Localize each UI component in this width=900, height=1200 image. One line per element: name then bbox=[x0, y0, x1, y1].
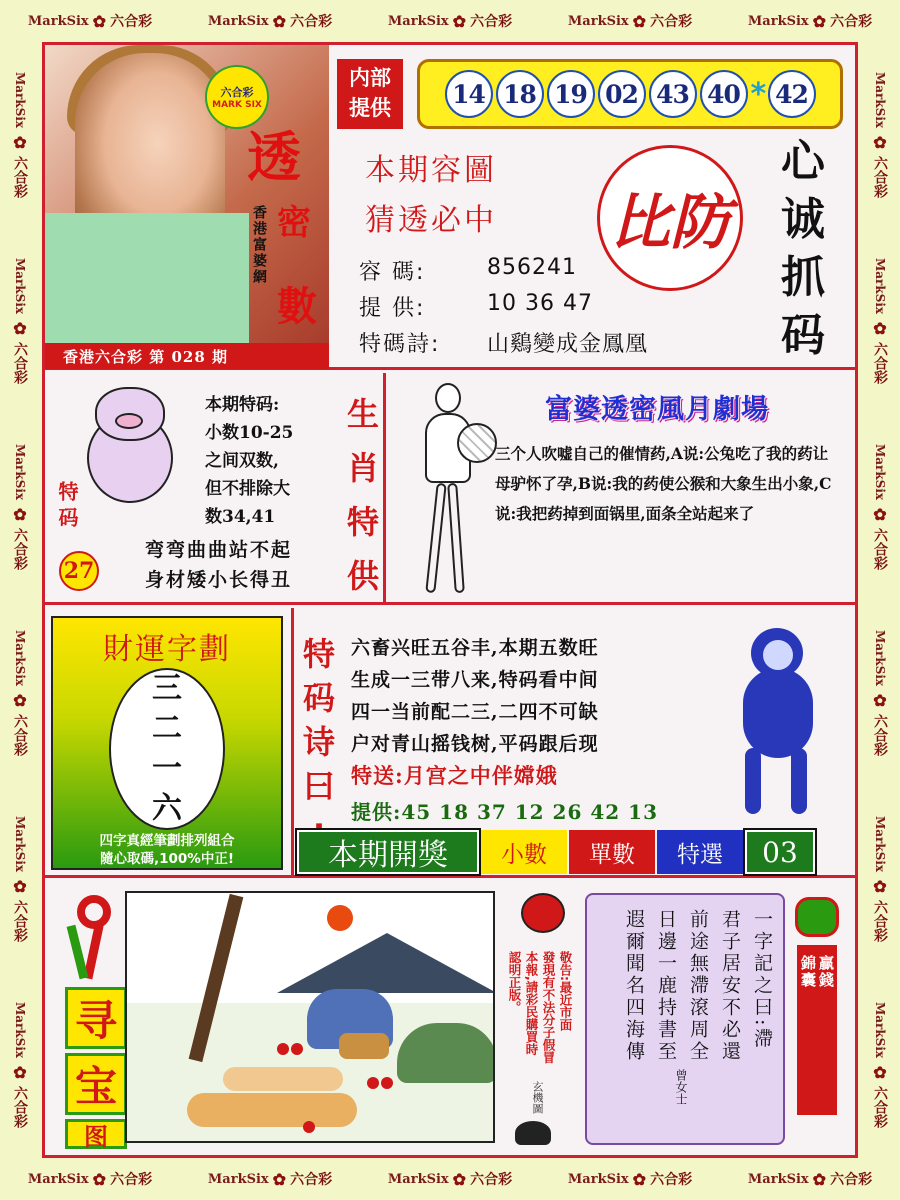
logo-cn: 六合彩 bbox=[220, 86, 254, 99]
caiyun-char: 二 bbox=[152, 711, 182, 746]
header-section bbox=[45, 45, 855, 370]
tigong-row bbox=[359, 291, 593, 322]
flower-icon: ✿ bbox=[870, 1062, 890, 1082]
warning-notice bbox=[507, 951, 573, 1091]
apple bbox=[303, 1121, 315, 1133]
flower-icon: ✿ bbox=[870, 876, 890, 896]
beach-ball bbox=[457, 423, 497, 463]
title-char: 码 bbox=[302, 679, 335, 717]
special-number-ball: 42 bbox=[768, 70, 816, 118]
strip-brand: MarkSix ✿ 六合彩 bbox=[870, 630, 890, 756]
text-line: 之间双数, bbox=[205, 451, 279, 471]
draw-result-title: 本期開獎 bbox=[297, 830, 479, 874]
side-char: 抓 bbox=[781, 252, 825, 303]
poem-row bbox=[359, 327, 648, 358]
side-char: 诚 bbox=[781, 194, 825, 245]
flower-icon: ✿ bbox=[272, 1169, 287, 1189]
warning-col: 發現有不法分子假冒 bbox=[541, 951, 556, 1064]
shengxiao-section bbox=[45, 373, 855, 605]
caitu-subtitle: 猜透必中 bbox=[365, 203, 497, 238]
note-line: 隨心取碼,100%中正! bbox=[100, 851, 234, 867]
number-ball: 43 bbox=[649, 70, 697, 118]
number-ball: 40 bbox=[700, 70, 748, 118]
title-char: 肖 bbox=[346, 449, 379, 487]
lady-illustration bbox=[395, 383, 505, 601]
title-char: 生 bbox=[346, 395, 379, 433]
shengxiao-text bbox=[205, 391, 335, 531]
apple bbox=[291, 1043, 303, 1055]
warning-col: 本報,請彩民購買時 bbox=[524, 951, 539, 1056]
shengxiao-poem bbox=[145, 535, 375, 595]
flower-icon: ✿ bbox=[10, 1062, 30, 1082]
monkey-leg bbox=[745, 748, 761, 814]
top-border-strip bbox=[0, 0, 900, 42]
vertical-site-name: 香港富婆網 bbox=[251, 205, 267, 285]
caiyun-char: 三 bbox=[152, 671, 182, 706]
poem-line: 四一当前配二三,二四不可缺 bbox=[351, 701, 599, 723]
section-divider bbox=[291, 608, 294, 878]
tesong-line: 特送:月宫之中伴嫦娥 bbox=[351, 763, 558, 788]
strip-brand: MarkSix ✿ 六合彩 bbox=[207, 11, 333, 31]
monkey-body bbox=[743, 668, 813, 758]
temashi-poem bbox=[351, 632, 731, 760]
issue-bar: 香港六合彩 第 028 期 bbox=[45, 343, 329, 369]
draw-result-bar bbox=[297, 830, 837, 874]
flower-icon: ✿ bbox=[92, 11, 107, 31]
sun bbox=[327, 905, 353, 931]
rock bbox=[397, 1023, 495, 1083]
title-char: 特 bbox=[346, 503, 379, 541]
path bbox=[223, 1067, 343, 1091]
red-seal: 比防 bbox=[597, 145, 743, 291]
temashi-vertical-title bbox=[299, 632, 339, 852]
poem-line: 六畜兴旺五谷丰,本期五数旺 bbox=[351, 637, 599, 659]
pig-illustration bbox=[81, 387, 185, 505]
strip-brand: MarkSix ✿ 六合彩 bbox=[10, 816, 30, 942]
xunbao-char: 宝 bbox=[65, 1053, 127, 1115]
tigong-text: 提供 bbox=[349, 95, 391, 120]
key-icon bbox=[65, 895, 125, 979]
draw-result-number: 03 bbox=[745, 830, 815, 874]
caiyun-title: 財運字劃 bbox=[103, 632, 231, 667]
text-line: 但不排除大 bbox=[205, 479, 290, 499]
tigong-numbers: 提供:45 18 37 12 26 42 13 bbox=[351, 800, 658, 824]
title-shu: 數 bbox=[277, 283, 317, 330]
poem-label: 特碼詩: bbox=[359, 332, 441, 357]
title-mi: 密 bbox=[277, 203, 311, 243]
apple bbox=[367, 1077, 379, 1089]
caiyun-section bbox=[45, 608, 855, 878]
flower-icon: ✿ bbox=[812, 1169, 827, 1189]
monkey-leg bbox=[791, 748, 807, 814]
scroll-col: 日邊一鹿持書至 bbox=[655, 909, 677, 1063]
blank-green-block bbox=[45, 213, 249, 343]
monkey-illustration bbox=[725, 628, 835, 818]
title-tou: 透 bbox=[247, 125, 301, 189]
warning-col: 認明正版。 bbox=[507, 951, 522, 1014]
number-ball: 02 bbox=[598, 70, 646, 118]
apple bbox=[381, 1077, 393, 1089]
money-bag-icon bbox=[795, 897, 839, 937]
left-border-strip bbox=[0, 42, 40, 1158]
pig-snout bbox=[115, 413, 143, 429]
strip-brand: MarkSix ✿ 六合彩 bbox=[870, 1002, 890, 1128]
strip-brand: MarkSix ✿ 六合彩 bbox=[870, 258, 890, 384]
scroll-col: 前途無滯滾周全 bbox=[687, 909, 709, 1063]
xunbao-char: 寻 bbox=[65, 987, 127, 1049]
strip-brand: MarkSix ✿ 六合彩 bbox=[27, 11, 153, 31]
odd-number-tag: 單數 bbox=[569, 830, 655, 874]
poem-value: 山鷄變成金鳳凰 bbox=[487, 332, 649, 357]
side-char: 码 bbox=[781, 310, 825, 361]
flower-icon: ✿ bbox=[272, 11, 287, 31]
caiyun-char: 一 bbox=[152, 751, 182, 786]
flower-icon: ✿ bbox=[10, 876, 30, 896]
path bbox=[187, 1093, 357, 1127]
mountain bbox=[277, 933, 495, 993]
man-legs bbox=[339, 1033, 389, 1059]
strip-brand: MarkSix ✿ 六合彩 bbox=[870, 444, 890, 570]
numbers-bar bbox=[417, 59, 843, 129]
flower-icon: ✿ bbox=[10, 132, 30, 152]
mima-value: 856241 bbox=[487, 255, 577, 280]
text-line: 小数10-25 bbox=[205, 423, 294, 443]
lady-head bbox=[435, 383, 461, 413]
flower-icon: ✿ bbox=[632, 11, 647, 31]
monkey-face bbox=[763, 640, 793, 670]
treasure-scene-illustration bbox=[125, 891, 495, 1143]
strip-brand: MarkSix ✿ 六合彩 bbox=[10, 630, 30, 756]
flower-icon: ✿ bbox=[870, 690, 890, 710]
tema-label: 特码 bbox=[55, 481, 79, 533]
logo-en: MARK SIX bbox=[212, 100, 262, 110]
flower-icon: ✿ bbox=[812, 11, 827, 31]
strip-brand: MarkSix ✿ 六合彩 bbox=[387, 1169, 513, 1189]
flower-icon: ✿ bbox=[92, 1169, 107, 1189]
caiyun-char: 六 bbox=[152, 791, 182, 826]
apple bbox=[277, 1043, 289, 1055]
jinnang-banner bbox=[797, 945, 837, 1115]
strip-brand: MarkSix ✿ 六合彩 bbox=[747, 11, 873, 31]
strip-brand: MarkSix ✿ 六合彩 bbox=[10, 72, 30, 198]
neibu-text: 内部 bbox=[349, 65, 391, 90]
bottom-border-strip bbox=[0, 1158, 900, 1200]
fist-icon bbox=[521, 893, 565, 933]
internal-badge bbox=[337, 59, 403, 129]
poem-line: 户对青山摇钱树,平码跟后现 bbox=[351, 733, 599, 755]
scroll-col: 遐爾聞名四海傳 bbox=[623, 909, 645, 1063]
special-select-tag: 特選 bbox=[657, 830, 743, 874]
text-line: 数34,41 bbox=[205, 507, 276, 527]
poem-line: 身材矮小长得丑 bbox=[145, 569, 293, 591]
poem-scroll bbox=[585, 893, 785, 1145]
lady-leg bbox=[447, 483, 465, 593]
shengxiao-vertical-title bbox=[345, 387, 381, 603]
flower-icon: ✿ bbox=[452, 11, 467, 31]
separator-star: * bbox=[750, 76, 767, 112]
text-line: 本期特码: bbox=[205, 395, 280, 415]
strip-brand: MarkSix ✿ 六合彩 bbox=[27, 1169, 153, 1189]
flower-icon: ✿ bbox=[870, 132, 890, 152]
joke-text: 三个人吹嘘自己的催情药,A说:公兔吃了我的药让母驴怀了孕,B说:我的药使公猴和大象生出小象,C说:我把药掉到面锅里,面条全站起来了 bbox=[495, 444, 832, 523]
strip-brand: MarkSix ✿ 六合彩 bbox=[10, 1002, 30, 1128]
small-number-tag: 小數 bbox=[481, 830, 567, 874]
lady-leg bbox=[425, 483, 446, 593]
scroll-signature: 曾女士 bbox=[674, 1069, 688, 1105]
side-char: 心 bbox=[781, 136, 825, 187]
flower-icon: ✿ bbox=[632, 1169, 647, 1189]
fupo-theater-title: 富婆透密風月劇場 bbox=[545, 394, 769, 425]
caiyun-panel bbox=[51, 616, 283, 870]
strip-brand: MarkSix ✿ 六合彩 bbox=[10, 444, 30, 570]
caiyun-oval bbox=[109, 668, 225, 830]
strip-brand: MarkSix ✿ 六合彩 bbox=[567, 11, 693, 31]
strip-brand: MarkSix ✿ 六合彩 bbox=[567, 1169, 693, 1189]
right-border-strip bbox=[860, 42, 900, 1158]
strip-brand: MarkSix ✿ 六合彩 bbox=[10, 258, 30, 384]
flower-icon: ✿ bbox=[10, 318, 30, 338]
section-divider bbox=[383, 373, 386, 605]
title-char: 特 bbox=[302, 635, 335, 673]
number-ball: 14 bbox=[445, 70, 493, 118]
main-frame bbox=[42, 42, 858, 1158]
photo-panel bbox=[45, 45, 329, 343]
title-char: 曰 bbox=[302, 767, 335, 805]
mima-label: 容 碼: bbox=[359, 260, 426, 285]
flower-icon: ✿ bbox=[870, 318, 890, 338]
flower-icon: ✿ bbox=[870, 504, 890, 524]
mima-row bbox=[359, 255, 577, 286]
number-ball: 19 bbox=[547, 70, 595, 118]
scroll-col: 君子居安不必還 bbox=[719, 909, 741, 1063]
ink-icon bbox=[515, 1121, 551, 1145]
strip-brand: MarkSix ✿ 六合彩 bbox=[207, 1169, 333, 1189]
scroll-col: 一字記之曰:滯 bbox=[751, 909, 773, 1051]
note-line: 四字真經筆劃排列組合 bbox=[99, 833, 235, 849]
warning-col: 敬告:最近市面 bbox=[558, 951, 573, 1031]
poem-line: 弯弯曲曲站不起 bbox=[145, 539, 293, 561]
jinnang-col: 錦囊 bbox=[799, 955, 817, 989]
xunbao-char: 图 bbox=[65, 1119, 127, 1149]
strip-brand: MarkSix ✿ 六合彩 bbox=[747, 1169, 873, 1189]
xuanji-label: 玄機圖 bbox=[531, 1081, 544, 1114]
title-char: 供 bbox=[346, 557, 379, 595]
poem-line: 生成一三带八来,特码看中间 bbox=[351, 669, 599, 691]
strip-brand: MarkSix ✿ 六合彩 bbox=[870, 816, 890, 942]
strip-brand: MarkSix ✿ 六合彩 bbox=[870, 72, 890, 198]
side-title-xincheng bbox=[773, 133, 833, 365]
flower-icon: ✿ bbox=[452, 1169, 467, 1189]
tigong-label: 提 供: bbox=[359, 296, 426, 321]
caiyun-note bbox=[53, 832, 281, 868]
flower-icon: ✿ bbox=[10, 504, 30, 524]
caitu-title: 本期容圖 bbox=[365, 153, 497, 188]
tema-number-circle: 27 bbox=[59, 551, 99, 591]
xunbao-section bbox=[45, 881, 855, 1155]
strip-brand: MarkSix ✿ 六合彩 bbox=[387, 11, 513, 31]
tigong-value: 10 36 47 bbox=[487, 291, 593, 316]
title-char: 诗 bbox=[302, 723, 335, 761]
jinnang-col: 贏錢 bbox=[817, 955, 835, 989]
key-shaft bbox=[67, 925, 89, 980]
flower-icon: ✿ bbox=[10, 690, 30, 710]
number-ball: 18 bbox=[496, 70, 544, 118]
